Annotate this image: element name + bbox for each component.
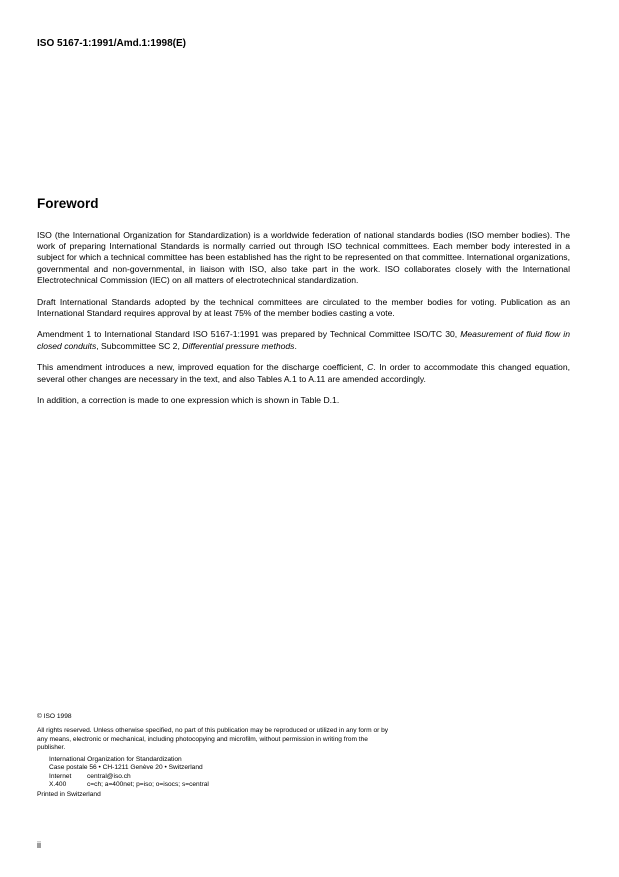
- paragraph-amendment: [37, 329, 570, 351]
- copyright-footer: [37, 713, 397, 800]
- paragraph-new-equation: [37, 362, 570, 384]
- coefficient-symbol: C: [367, 362, 374, 373]
- page-number: ii: [37, 840, 41, 850]
- amendment-text-2: , Subcommittee SC 2,: [96, 340, 180, 351]
- subcommittee-title: Differential pressure methods: [182, 340, 295, 351]
- foreword-body: [37, 230, 570, 417]
- printed-location: Printed in Switzerland: [37, 791, 101, 799]
- internet-line: [49, 773, 397, 781]
- postal-address: Case postale 56 • CH-1211 Genève 20 • Switzerland: [49, 764, 203, 772]
- equation-text-2: . In order to accommodate this changed equation, several other changes are necessary in the text, and also Tables A.1 to A.11 are amended accordingly.: [37, 362, 570, 384]
- internet-value: central@iso.ch: [87, 772, 131, 780]
- rights-statement: All rights reserved. Unless otherwise specified, no part of this publication may be reproduced or utilized in any form or by any means, electronic or mechanical, including photocopying and microfilm, without permission in writing from the publisher.: [37, 727, 389, 751]
- paragraph-draft-standards: Draft International Standards adopted by the technical committees are circulated to the member bodies for voting. Publication as an International Standard requires approval by at least 75% of the member bodies casting a vote.: [37, 296, 570, 318]
- paragraph-iso-intro: ISO (the International Organization for Standardization) is a worldwide federation of national standards bodies (ISO member bodies). The work of preparing International Standards is normally carried out through ISO technical committees. Each member body interested in a subject for which a technical committee has been established has the right to be represented on that committee. International organizations, governmental and non-governmental, in liaison with ISO, also take part in the work. ISO collaborates closely with the International Electrotechnical Commission (IEC) on all matters of electrotechnical standardization.: [37, 230, 570, 285]
- x400-line: [49, 781, 397, 789]
- amendment-text-3: .: [294, 340, 297, 351]
- internet-label: Internet: [49, 772, 72, 780]
- copyright-notice: © ISO 1998: [37, 713, 72, 720]
- org-name: International Organization for Standardization: [49, 756, 182, 764]
- equation-text-1: This amendment introduces a new, improved equation for the discharge coefficient,: [37, 362, 364, 373]
- document-id-header: ISO 5167-1:1991/Amd.1:1998(E): [37, 38, 186, 49]
- committee-title: Measurement of fluid flow in closed conduits: [37, 329, 570, 351]
- page-title: Foreword: [37, 196, 99, 211]
- amendment-text-1: Amendment 1 to International Standard ISO 5167-1:1991 was prepared by Technical Committee ISO/TC 30,: [37, 329, 458, 340]
- paragraph-correction: In addition, a correction is made to one expression which is shown in Table D.1.: [37, 395, 340, 406]
- publisher-address: [37, 756, 397, 789]
- x400-value: c=ch; a=400net; p=iso; o=isocs; s=central: [87, 781, 209, 789]
- x400-label: X.400: [49, 781, 67, 789]
